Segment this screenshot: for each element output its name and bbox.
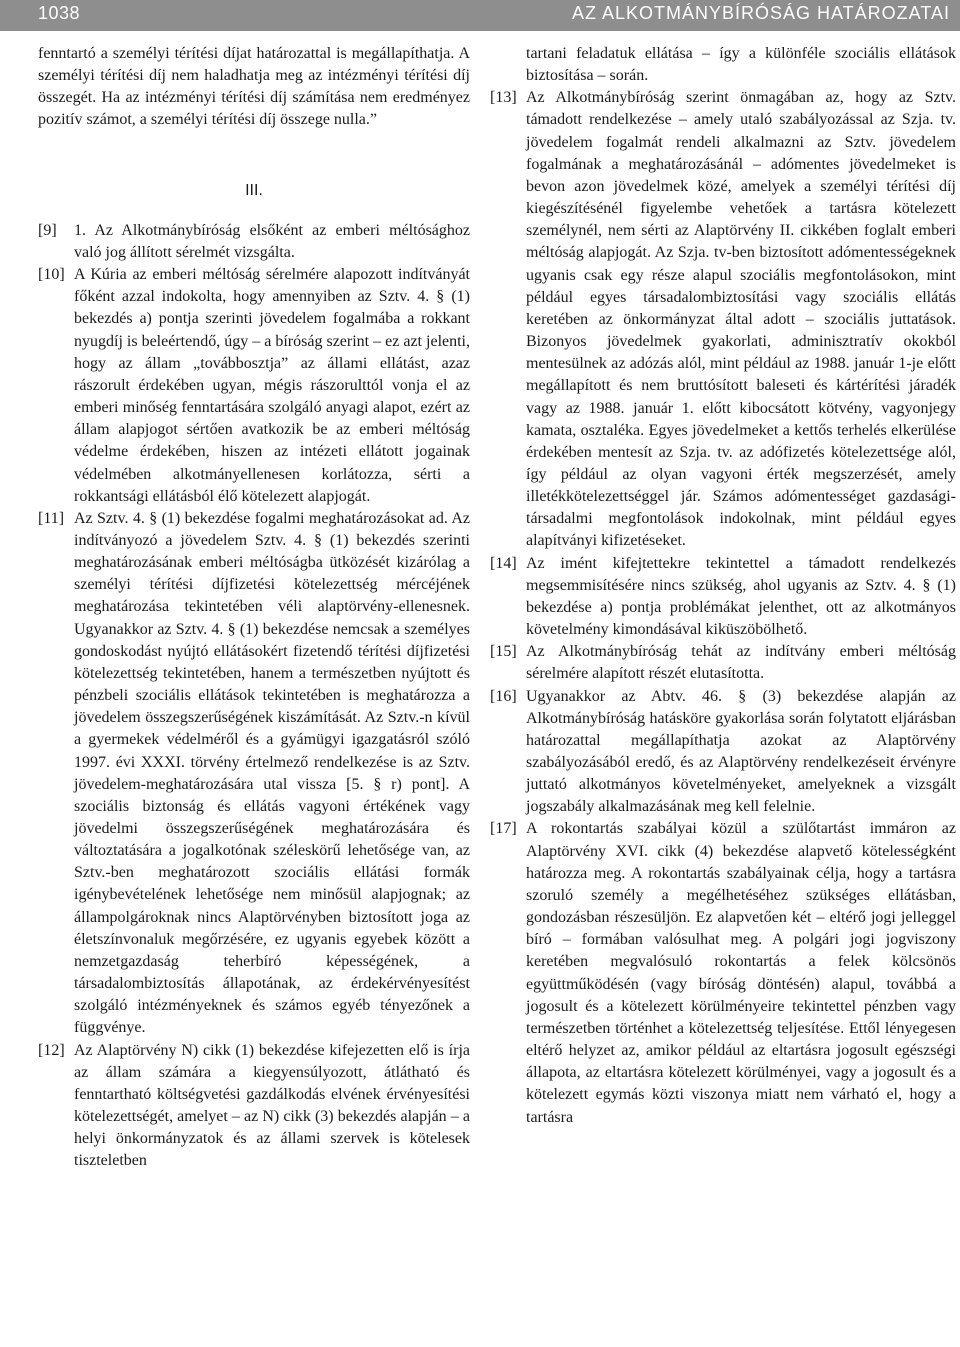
paragraph-text: A rokontartás szabályai közül a szülőtartást immáron az Alaptörvény XVI. cikk (4) bekezdése alapvető kötelességként határozza meg. A rokontartás szabályainak célja, hogy a tartásra szoruló személy a megélhetéséhez szükséges ellátásban, gondozásban részesüljön. Ez alapvetően két – eltérő jogi jelleggel bíró – formában valósulhat meg. A polgári jogi jogviszony keretében megvalósuló rokontartás a felek kölcsönös együttműködésén (vagy bíróság döntésén) alapul, továbbá a jogosult és a kötelezett körülményeire tekintettel pénzben vagy természetben történhet a kötelezettség teljesítése. Ettől lényegesen eltérő helyzet az, amikor például az eltartásra jogosult egészségi állapota, az eltartásra kötelezett körülményei, vagy a jogosult és a kötelezett egymás közti viszonya miatt nem várható el, hogy a tartásra [526,820,956,1126]
paragraph-text: Az Alkotmánybíróság szerint önmagában az, hogy az Sztv. támadott rendelkezése – amely utaló szabályozással az Szja. tv. jövedelem fogalmát rendeli alkalmazni az Sztv. jövedelem fogalmának a meghatározásánál – adómentes jövedelmeket is bevon azon jövedelmek közé, amelyek a személyi térítési díj kiegészítésénél figyelembe vehetőek a tartásra kötelezett személynél, nem sérti az Alaptörvény II. cikkében foglalt emberi méltóság alapjogát. Az Szja. tv-ben biztosított adómentességeknek ugyanis csak egy része alapul szociális megfontolásokon, mint például egyes társadalombiztosítási vagy szociális ellátás keretében az önkormányzat által adott – szociális juttatások. Bizonyos jövedelmek gyakorlati, adminisztratív okokból mentesülnek az adózás alól, mint például az 1988. január 1-je előtt megállapított és nem bruttósított baleseti és kártérítési járadék vagy az 1988. január 1. előtt kibocsátott kötvény, vagyonjegy kamata, osztaléka. Egyes jövedelmeket a kettős terhelés elkerülése érdekében mentesít az Szja. tv. az adófizetés kötelezettsége alól, így például az olyan vagyoni érték megszerzését, amely illetékkötelezettséggel jár. Számos adómentességet gazdasági-társadalmi megfontolások indokolnak, mint például egyes alapítványi kifizetéseket. [526,89,956,550]
section-heading: III. [245,181,263,199]
paragraph-number: [15] [490,643,517,661]
paragraph-text: Az Alaptörvény N) cikk (1) bekezdése kifejezetten elő is írja az állam számára a kiegyensúlyozott, átlátható és fenntartható költségvetési gazdálkodás elvének érvényesítési kötelezettségét, amelyet – az N) cikk (3) bekezdés alapján – a helyi önkormányzatok és az állami szervek is kötelesek tiszteletben [74,1041,470,1170]
paragraph-text: Az Alkotmánybíróság tehát az indítvány emberi méltóság sérelmére alapított részét elutasította. [526,643,956,683]
paragraph-text: A Kúria az emberi méltóság sérelmére alapozott indítványát főként azzal indokolta, hogy amennyiben az Sztv. 4. § (1) bekezdés a) pontja szerinti jövedelem fogalmába a rokkant nyugdíj is beleértendő, úgy – a bíróság szerint – ez azt jelenti, hogy az állam „továbbosztja” az állami ellátást, azaz rászorult érdekében ugyan, mégis rászorulttól vonja el az emberi minőség fenntartására szolgáló anyagi alapot, ezért az állam alapjogot sértően avatkozik be az emberi méltóság védelme érdekében, hiszen az intézeti ellátott jogainak védelmében alkotmányellenesen korlátozza, sérti a rokkantsági ellátásból élő kötelezett alapjogát. [74,266,470,505]
right-column [490,43,956,1129]
paragraph-text: Az imént kifejtettekre tekintettel a támadott rendelkezés megsemmisítésére nincs szükség, ahol ugyanis az Sztv. 4. § (1) bekezdése a) pontja problémákat jelenthet, ott az alkotmányos követelmény kimondásával kiküszöbölhető. [526,554,956,639]
paragraph-number: [9] [38,221,57,239]
paragraph-number: [12] [38,1041,65,1059]
paragraph-16 [490,686,956,819]
page-header [0,0,960,31]
paragraph-13 [490,87,956,552]
continuation-text: fenntartó a személyi térítési díjat határozattal is megállapíthatja. A személyi térítési díj nem haladhatja meg az intézményi térítési díj összegét. Ha az intézményi térítési díj számítása nem eredményez pozitív számot, a személyi térítési díj összege nulla.” [38,45,470,129]
left-column [38,43,470,1173]
paragraph-12 [38,1040,470,1173]
paragraph-number: [17] [490,820,517,838]
paragraph-text: Ugyanakkor az Abtv. 46. § (3) bekezdése alapján az Alkotmánybíróság hatásköre gyakorlása során folytatott eljárásban határozattal megállapíthatja azokat az Alaptörvény szabályozásából eredő, és az Alaptörvény rendelkezéseit érvényre juttató alkotmányos követelményeket, amelyeknek a vizsgált jogszabály alkalmazásának meg kell felelnie. [526,687,956,816]
continuation-text: tartani feladatuk ellátása – így a különféle szociális ellátások biztosítása – során. [526,45,956,85]
paragraph-14 [490,553,956,642]
paragraph-10 [38,264,470,508]
paragraph-number: [11] [38,509,65,527]
paragraph-9 [38,220,470,264]
paragraph-17 [490,818,956,1128]
paragraph-11 [38,508,470,1040]
page-number: 1038 [38,3,81,23]
paragraph-number: [16] [490,687,517,705]
paragraph-number: [10] [38,266,65,284]
paragraph-number: [14] [490,554,517,572]
paragraph-number: [13] [490,89,517,107]
paragraph-text: Az Sztv. 4. § (1) bekezdése fogalmi meghatározásokat ad. Az indítványozó a jövedelem Sztv. 4. § (1) bekezdés szerinti meghatározásának emberi méltóságba ütközését kizárólag a személyi térítési díjfizetési kötelezettség mércéjének meghatározása tekintetében véli alaptörvény-ellenesnek. Ugyanakkor az Sztv. 4. § (1) bekezdése nemcsak a személyes gondoskodást nyújtó ellátásokért fizetendő térítési díjfizetési kötelezettség tekintetében, hanem a természetben nyújtott és pénzbeli szociális ellátások tekintetében is meghatározza a jövedelem összegszerűségének kiszámítását. Az Sztv.-n kívül a gyermekek védelméről és a gyámügyi igazgatásról szóló 1997. évi XXXI. törvény értelmező rendelkezése is az Sztv. jövedelem-meghatározására utal vissza [5. § r) pont]. A szociális biztonság és ellátás vagyoni értékének vagy jövedelmi összegszerűségének meghatározására és változtatására a jogalkotónak széleskörű lehetősége van, az Sztv.-ben meghatározott szociális ellátási formák igénybevételének lehetősége nem minősül alapjognak; az állampolgároknak nincs Alaptörvényben biztosított joga az életszínvonaluk megőrzésére, ez ugyanis egyebek között a nemzetgazdaság teherbíró képességének, a társadalombiztosítás állapotának, az érdekérvényesítést szolgáló intézményeknek és számos egyéb tényezőnek a függvénye. [74,509,470,1037]
paragraph-text: 1. Az Alkotmánybíróság elsőként az emberi méltósághoz való jog állított sérelmét vizsgálta. [74,221,470,261]
running-title: AZ ALKOTMÁNYBÍRÓSÁG HATÁROZATAI [571,3,950,23]
paragraph-15 [490,641,956,685]
